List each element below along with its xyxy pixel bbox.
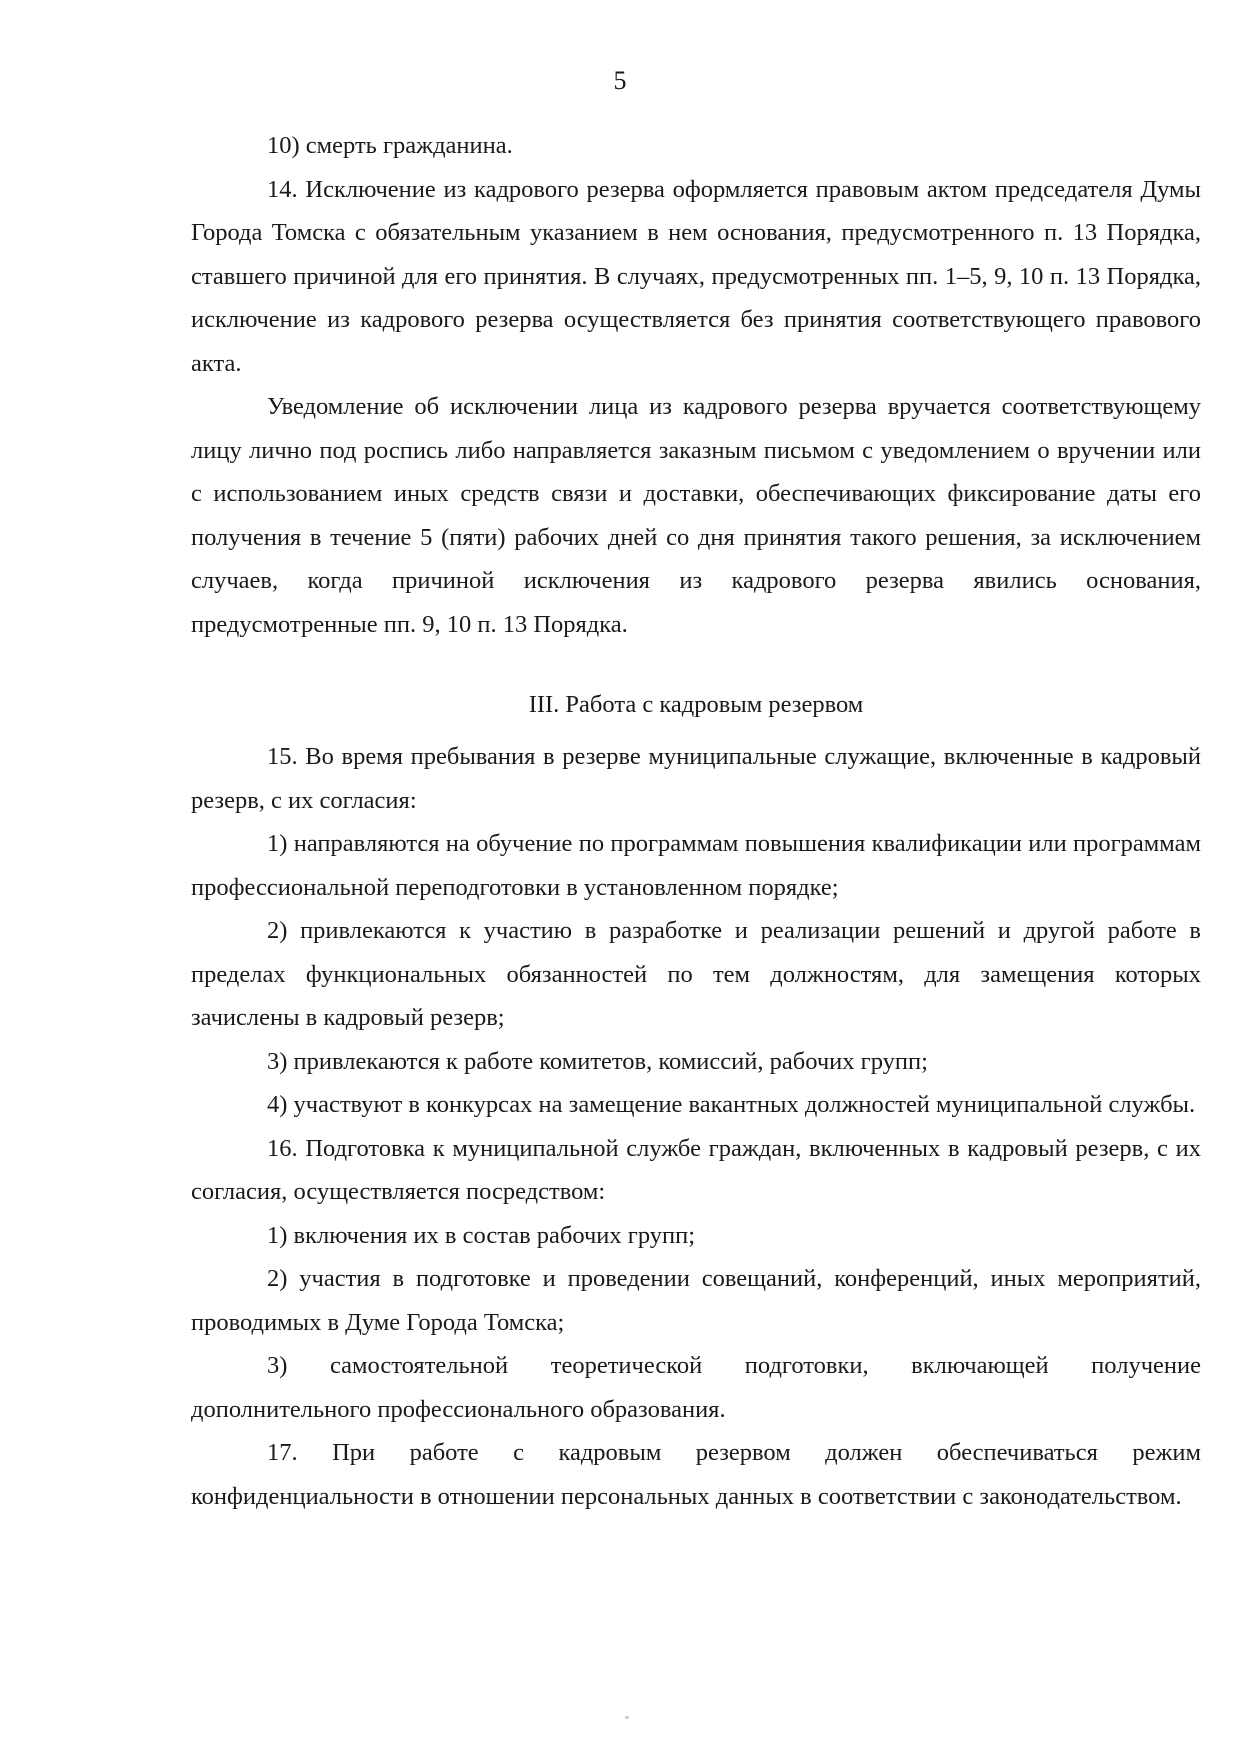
paragraph-15-item-4-contests: 4) участвуют в конкурсах на замещение вакантных должностей муниципальной службы. (267, 1091, 1196, 1118)
paragraph-15-item-2-participation: 2) привлекаются к участию в разработке и реализации решений и другой работе в пределах функциональных обязанностей по тем должностям, для замещения которых зачислены в кадровый резерв; (191, 917, 1201, 1031)
paragraph-15-item-3-committees: 3) привлекаются к работе комитетов, комиссий, рабочих групп; (267, 1047, 928, 1075)
paragraph-15-during-reserve: 15. Во время пребывания в резерве муниципальные служащие, включенные в кадровый резерв, с их согласия: (191, 743, 1201, 814)
scan-artifact (625, 1716, 629, 1719)
paragraph-16-item-3-self-study: 3) самостоятельной теоретической подготовки, включающей получение дополнительного профессионального образования. (191, 1352, 1201, 1423)
paragraph-16-citizens-preparation: 16. Подготовка к муниципальной службе граждан, включенных в кадровый резерв, с их согласия, осуществляется посредством: (191, 1134, 1201, 1205)
document-body (191, 124, 1201, 1518)
section-heading: III. Работа с кадровым резервом (528, 691, 864, 718)
paragraph-17-confidentiality: 17. При работе с кадровым резервом должен обеспечиваться режим конфиденциальности в отношении персональных данных в соответствии с законодательством. (191, 1439, 1201, 1510)
paragraph-14-exclusion-act: 14. Исключение из кадрового резерва оформляется правовым актом председателя Думы Города Томска с обязательным указанием в нем основания, предусмотренного п. 13 Порядка, ставшего причиной для его принятия. В случаях, предусмотренных пп. 1–5, 9, 10 п. 13 Порядка, исключение из кадрового резерва осуществляется без принятия соответствующего правового акта. (191, 175, 1201, 377)
paragraph-16-item-2-meetings: 2) участия в подготовке и проведении совещаний, конференций, иных мероприятий, проводимых в Думе Города Томска; (191, 1265, 1201, 1336)
paragraph-item-10-death: 10) смерть гражданина. (267, 132, 513, 159)
paragraph-15-item-1-training: 1) направляются на обучение по программам повышения квалификации или программам профессиональной переподготовки в установленном порядке; (191, 830, 1201, 901)
paragraph-16-item-1-working-groups: 1) включения их в состав рабочих групп; (267, 1221, 696, 1249)
paragraph-exclusion-notice: Уведомление об исключении лица из кадрового резерва вручается соответствующему лицу лично под роспись либо направляется заказным письмом с уведомлением о вручении или с использованием иных средств связи и доставки, обеспечивающих фиксирование даты его получения в течение 5 (пяти) рабочих дней со дня принятия такого решения, за исключением случаев, когда причиной исключения из кадрового резерва явились основания, предусмотренные пп. 9, 10 п. 13 Порядка. (191, 393, 1201, 638)
page-number: 5 (613, 66, 627, 95)
